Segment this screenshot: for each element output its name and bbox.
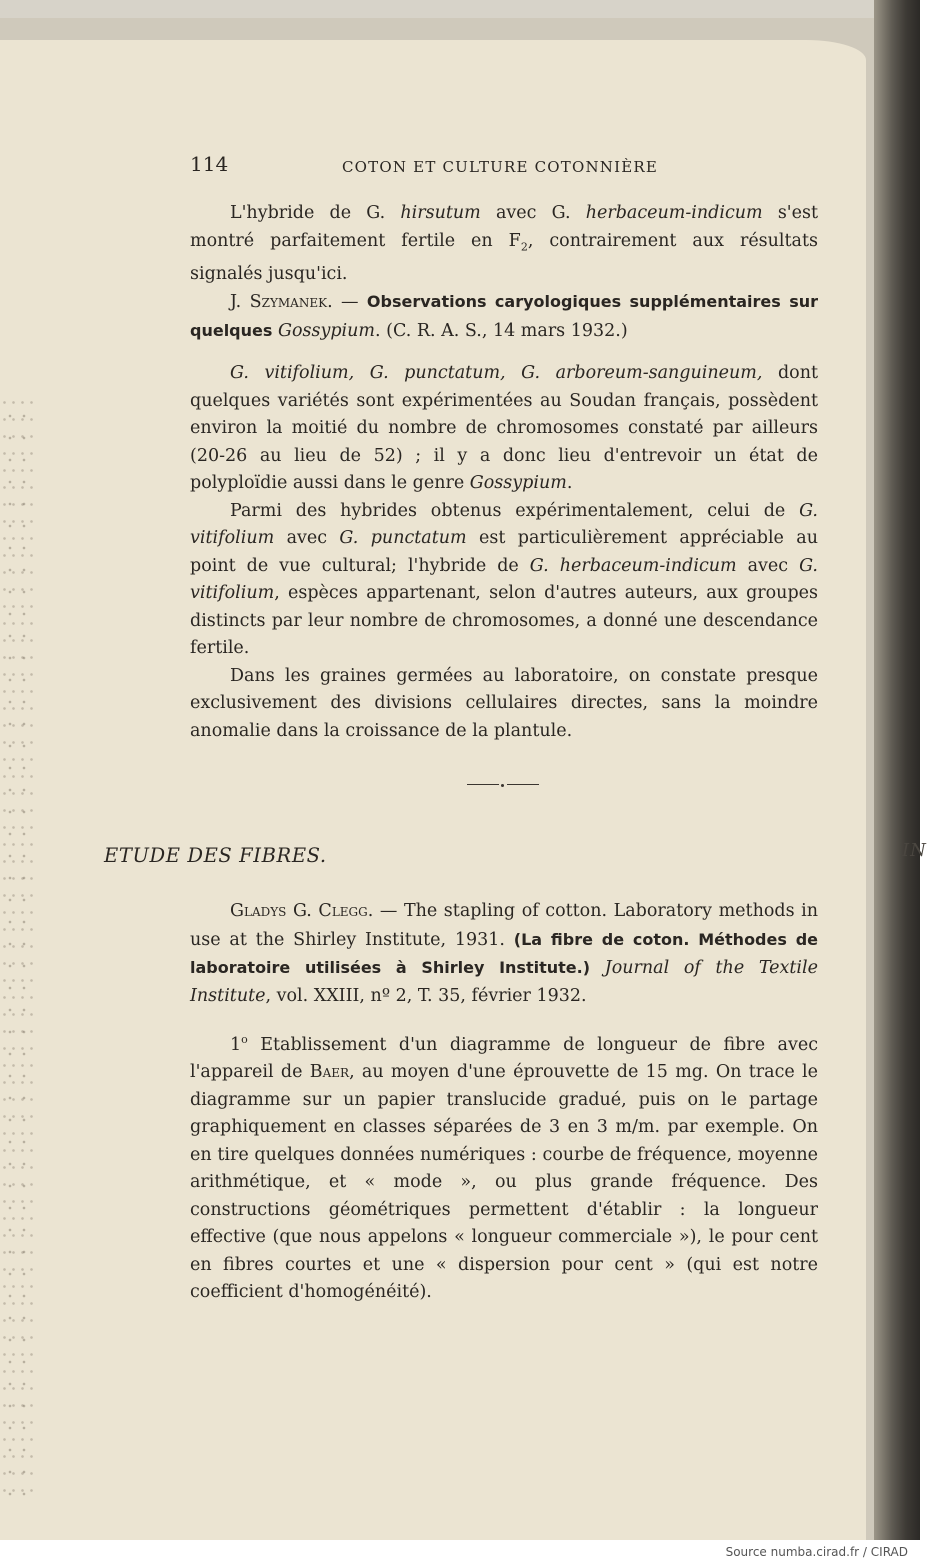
paragraph-fiber-diagram: 1$^o$ Etablissement d'un diagramme de longueur de fibre avec l'appareil de Baer, au moyen d'une éprouvette de 15 mg. On trace le diagramme sur un papier translucide gradué, puis on le partage graphiquement en classes séparées de 3 en 3 m/m. par exemple. On en tire quelques données numériques : courbe de fréquence, moyenne arithmétique, et « mode », ou plus grande fréquence. Des constructions géométriques permettent d'établir : la longueur effective (que nous appelons « longueur commerciale »), le pour cent en fibres courtes et une « dispersion pour cent » (qui est notre coefficient d'homogénéité). [190,1033,818,1303]
reference-title: (La fibre de coton. Méthodes de laboratoire utilisées à Shirley Institute.) [190,929,818,977]
page-number: 114 [190,152,229,176]
reference-clegg: Gladys G. Clegg. — The stapling of cotton. Laboratory methods in use at the Shirley Institute, 1931. (La fibre de coton. Méthodes de laboratoire utilisées à Shirley Institute.) Journal of the Textile Institute, vol. XXIII, nº 2, T. 35, février 1932. [190,901,818,1006]
reference-title: Observations caryologiques supplémentaires sur quelques [190,292,818,340]
spine-text: IN [902,840,927,861]
paragraph-hybrid-fertility: L'hybride de G. hirsutum avec G. herbaceum-indicum s'est montré parfaitement fertile en $F_2$, contrairement aux résultats signalés jusqu'ici. [190,203,818,284]
section-title: ETUDE DES FIBRES. [104,844,327,867]
paragraph-germination: Dans les graines germées au laboratoire, on constate presque exclusivement des divisions cellulaires directes, sans la moindre anomalie dans la croissance de la plantule. [190,665,818,741]
section-divider [467,778,539,790]
paragraph-chromosomes: G. vitifolium, G. punctatum, G. arboreum-sanguineum, dont quelques variétés sont expérimentées au Soudan français, possèdent environ la moitié du nombre de chromosomes constaté par ailleurs (20-26 au lieu de 52) ; il y a donc lieu d'entrevoir un état de polyploïdie aussi dans le genre Gossypium. Parmi des hybrides obtenus expérimentalement, celui de G. vitifolium avec G. punctatum est particulièrement appréciable au point de vue cultural; l'hybride de G. herbaceum-indicum avec G. vitifolium, espèces appartenant, selon d'autres auteurs, aux groupes distincts par leur nombre de chromosomes, a donné une descendance fertile. Dans les graines germées au laboratoire, on constate presque exclusivement des divisions cellulaires directes, sans la moindre anomalie dans la croissance de la plantule. [190,360,818,745]
author-name: Gladys G. Clegg [230,901,368,921]
source-credit: Source numba.cirad.fr / CIRAD [725,1545,908,1559]
book-spine [874,0,920,1540]
reference-szymanek: J. Szymanek. — Observations caryologiques supplémentaires sur quelques Gossypium. (C. R. A. S., 14 mars 1932.) [190,292,818,341]
author-name: Szymanek [249,292,328,312]
page-edge-specks [0,400,36,1500]
page-header [190,152,830,182]
running-head: COTON ET CULTURE COTONNIÈRE [342,158,659,176]
